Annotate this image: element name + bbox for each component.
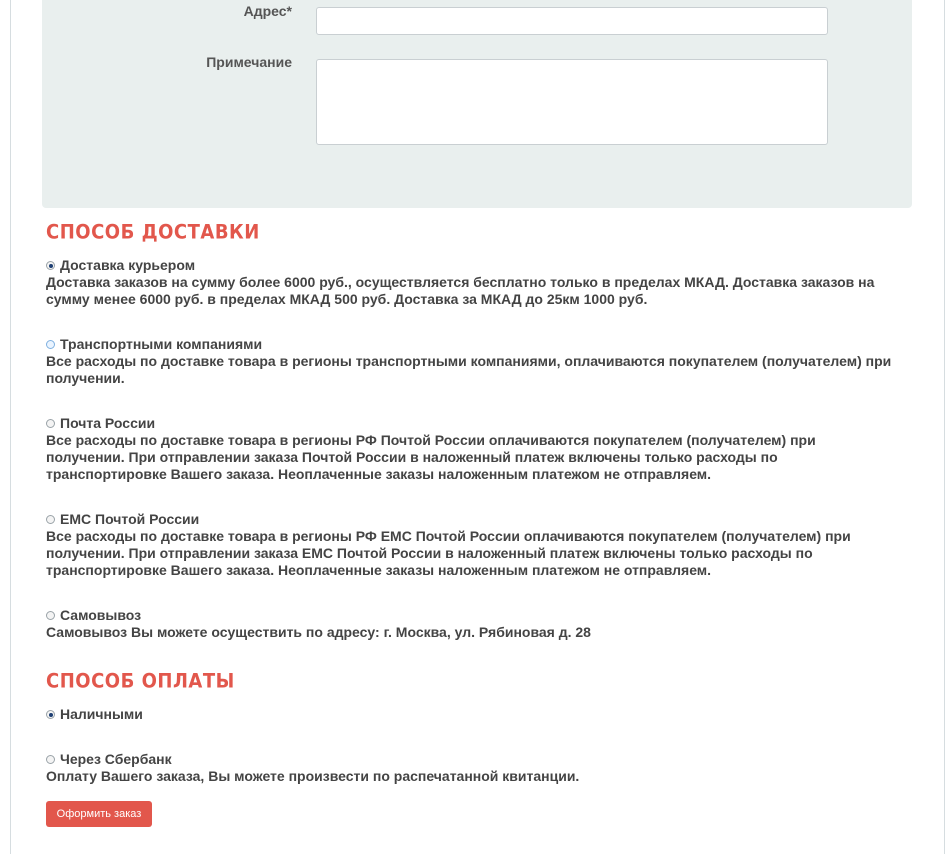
option-description: Все расходы по доставке товара в регионы РФ Почтой России оплачиваются покупателем (получателем) при получении. При отправлении заказа Почтой России в наложенный платеж включены только расходы по транспортировке Вашего заказа. Неоплаченные заказы наложенным платежом не отправляем. [46, 432, 816, 482]
option-description: Все расходы по доставке товара в регионы РФ EMC Почтой России оплачиваются покупателем (получателем) при получении. При отправлении заказа EMC Почтой России в наложенный платеж включены только расходы по транспортировке Вашего заказа. Неоплаченные заказы наложенным платежом не отправляем. [46, 528, 851, 578]
option-description: Доставка заказов на сумму более 6000 руб., осуществляется бесплатно только в пределах МКАД. Доставка заказов на сумму менее 6000 руб. в пределах МКАД 500 руб. Доставка за МКАД до 25км 1000 руб. [46, 274, 875, 307]
address-label: Адрес* [243, 3, 292, 19]
delivery-option-transport[interactable] [46, 336, 896, 387]
radio-cash[interactable] [46, 710, 55, 719]
note-label: Примечание [206, 54, 292, 70]
delivery-option-pickup[interactable] [46, 607, 896, 641]
option-label: Доставка курьером [60, 257, 196, 273]
submit-order-button[interactable]: Оформить заказ [46, 801, 152, 827]
option-label: Через Сбербанк [60, 751, 172, 767]
option-label: EMC Почтой России [60, 511, 200, 527]
payment-option-sberbank[interactable] [46, 751, 896, 785]
note-textarea[interactable] [316, 59, 828, 145]
option-description: Оплату Вашего заказа, Вы можете произвести по распечатанной квитанции. [46, 768, 580, 784]
option-label: Почта России [60, 415, 156, 431]
address-input[interactable] [316, 7, 828, 35]
option-description: Все расходы по доставке товара в регионы транспортными компаниями, оплачиваются покупателем (получателем) при получении. [46, 353, 892, 386]
payment-section-title: СПОСОБ ОПЛАТЫ [46, 670, 235, 693]
option-label: Наличными [60, 706, 143, 722]
delivery-option-ems[interactable] [46, 511, 896, 579]
option-label: Самовывоз [60, 607, 142, 623]
payment-option-cash[interactable] [46, 706, 896, 723]
option-label: Транспортными компаниями [60, 336, 263, 352]
radio-sberbank[interactable] [46, 755, 55, 764]
radio-post[interactable] [46, 419, 55, 428]
radio-transport[interactable] [46, 340, 55, 349]
delivery-option-courier[interactable] [46, 257, 896, 308]
radio-ems[interactable] [46, 515, 55, 524]
address-form-panel [42, 0, 912, 208]
radio-pickup[interactable] [46, 611, 55, 620]
delivery-option-post[interactable] [46, 415, 896, 483]
option-description: Самовывоз Вы можете осуществить по адресу: г. Москва, ул. Рябиновая д. 28 [46, 624, 591, 640]
radio-courier[interactable] [46, 261, 55, 270]
delivery-section-title: СПОСОБ ДОСТАВКИ [46, 221, 260, 244]
